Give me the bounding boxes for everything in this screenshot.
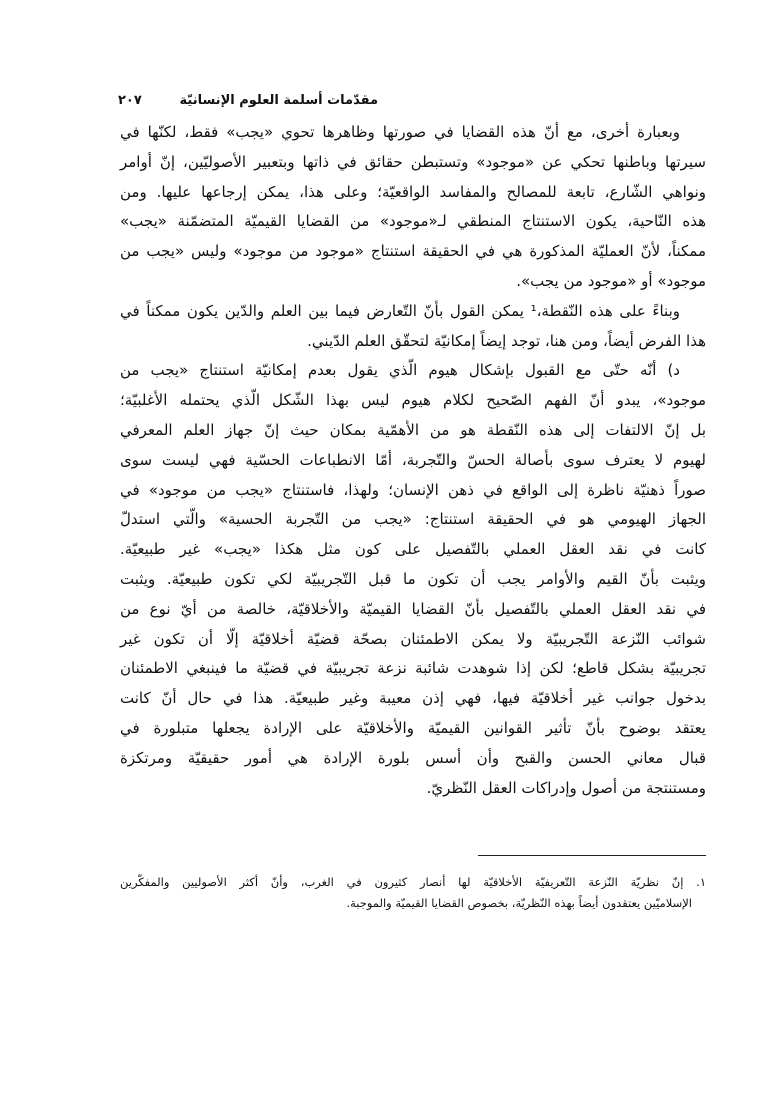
footnotes — [120, 872, 706, 914]
text-line: وبعبارة أخرى، مع أنّ هذه القضايا في صورتها وظاهرها تحوي «يجب» فقط، لكنّها في — [120, 123, 680, 141]
text-line: ويثبت بأنّ القيم والأوامر يجب أن تكون ما قبل التّجريبيّة لكي تكون طبيعيّة. ويثبت — [120, 569, 706, 588]
text-line: بدخول جوانب غير أخلاقيّة فيها، فهي إذن معيبة وغير طبيعيّة. هذا في حال أنّ كانت — [120, 689, 706, 708]
footnote-line: الإسلاميّين يعتقدون أيضاً بهذه النّظريّة، بخصوص القضايا القيميّة والموجبة. — [346, 896, 692, 910]
text-line: الجهاز الهيومي هو في الحقيقة استنتاج: «يجب من التّجربة الحسية» والّتي استدلّ — [120, 510, 706, 529]
text-line: موجود»، يبدو أنّ الفهم الصّحيح لكلام هيوم ليس بهذا الشّكل الّذي يحتمله الأغلبيّة؛ — [120, 391, 706, 410]
footnote-separator — [478, 855, 706, 856]
text-line: موجود» أو «موجود من يجب». — [516, 271, 706, 290]
running-header — [118, 88, 378, 112]
text-line: ممكناً، لأنّ العمليّة المذكورة هي في الحقيقة استنتاج «موجود من موجود» وليس «يجب من — [120, 242, 706, 261]
header-title: مقدّمات أسلمة العلوم الإنسانيّة — [179, 92, 378, 108]
text-line: صوراً ذهنيّة ناظرة إلى الواقع في ذهن الإنسان؛ ولهذا، فاستنتاج «يجب من موجود» في — [120, 480, 706, 499]
footnote-line: ١. إنّ نظريّة النّزعة التّعريفيّة الأخلاقيّة لها أنصار كثيرون في الغرب، وأنّ أكثر الأصوليين والمفكّرين — [120, 875, 706, 889]
text-line: يعتقد بوضوح بأنّ تأثير القوانين القيميّة والأخلاقيّة على الإرادة يجعلها متبلورة في — [120, 718, 706, 737]
text-line: هذه النّاحية، يكون الاستنتاج المنطقي لـ«موجود» من القضايا القيميّة المتضمّنة «يجب» — [120, 212, 706, 231]
text-line: هذا الفرض أيضاً، ومن هنا، توجد إيضاً إمكانيّة لتحقّق العلم الدّيني. — [307, 331, 706, 350]
body-text — [120, 118, 706, 803]
text-line: في نقد العقل العملي بالتّفصيل بأنّ القضايا القيميّة والأخلاقيّة، خالصة من أيّ نوع من — [120, 599, 706, 618]
text-line: ومستنتجة من أصول وإدراكات العقل النّظريّ. — [426, 778, 706, 797]
page-number: ۲۰۷ — [118, 92, 142, 108]
text-line: ونواهي الشّارع، تابعة للمصالح والمفاسد الواقعيّة؛ وعلى هذا، يمكن إرجاعها عليها. ومن — [120, 182, 706, 201]
text-line: لهيوم لا يعترف سوى بأصالة الحسّ والتّجربة، أمّا الانطباعات الحسّية فهي ليست سوى — [120, 450, 706, 469]
text-line: تجريبيّة بشكل قاطع؛ لكن إذا شوهدت شائبة نزعة تجريبيّة في قضيّة ما فينبغي الاطمئنان — [120, 659, 706, 678]
text-line: شوائب النّزعة التّجريبيّة ولا يمكن الاطمئنان بصحّة قضيّة أخلاقيّة إلّا أن تكون غير — [120, 629, 706, 648]
text-line: بل إنّ الالتفات إلى هذه النّقطة هو من الأهمّية بمكان حيث إنّ جهاز العلم المعرفي — [120, 420, 706, 439]
text-line: قبال معاني الحسن والقبح وأن أسس بلورة الإرادة هي أمور حقيقيّة ومرتكزة — [120, 748, 706, 767]
text-line: سيرتها وباطنها تحكي عن «موجود» وتستبطن حقائق في ذاتها وبتعبير الأصوليّين، إنّ أوامر — [120, 152, 706, 171]
text-line: د) أنّه حتّى مع القبول بإشكال هيوم الّذي يقول بعدم إمكانيّة استنتاج «يجب من — [120, 361, 680, 380]
text-line: كانت في نقد العقل العملي بالتّفصيل على كون مثل هكذا «يجب» غير طبيعيّة. — [120, 540, 706, 559]
text-line: وبناءً على هذه النّقطة،¹ يمكن القول بأنّ التّعارض فيما بين العلم والدّين يكون ممكناً في — [120, 301, 680, 320]
